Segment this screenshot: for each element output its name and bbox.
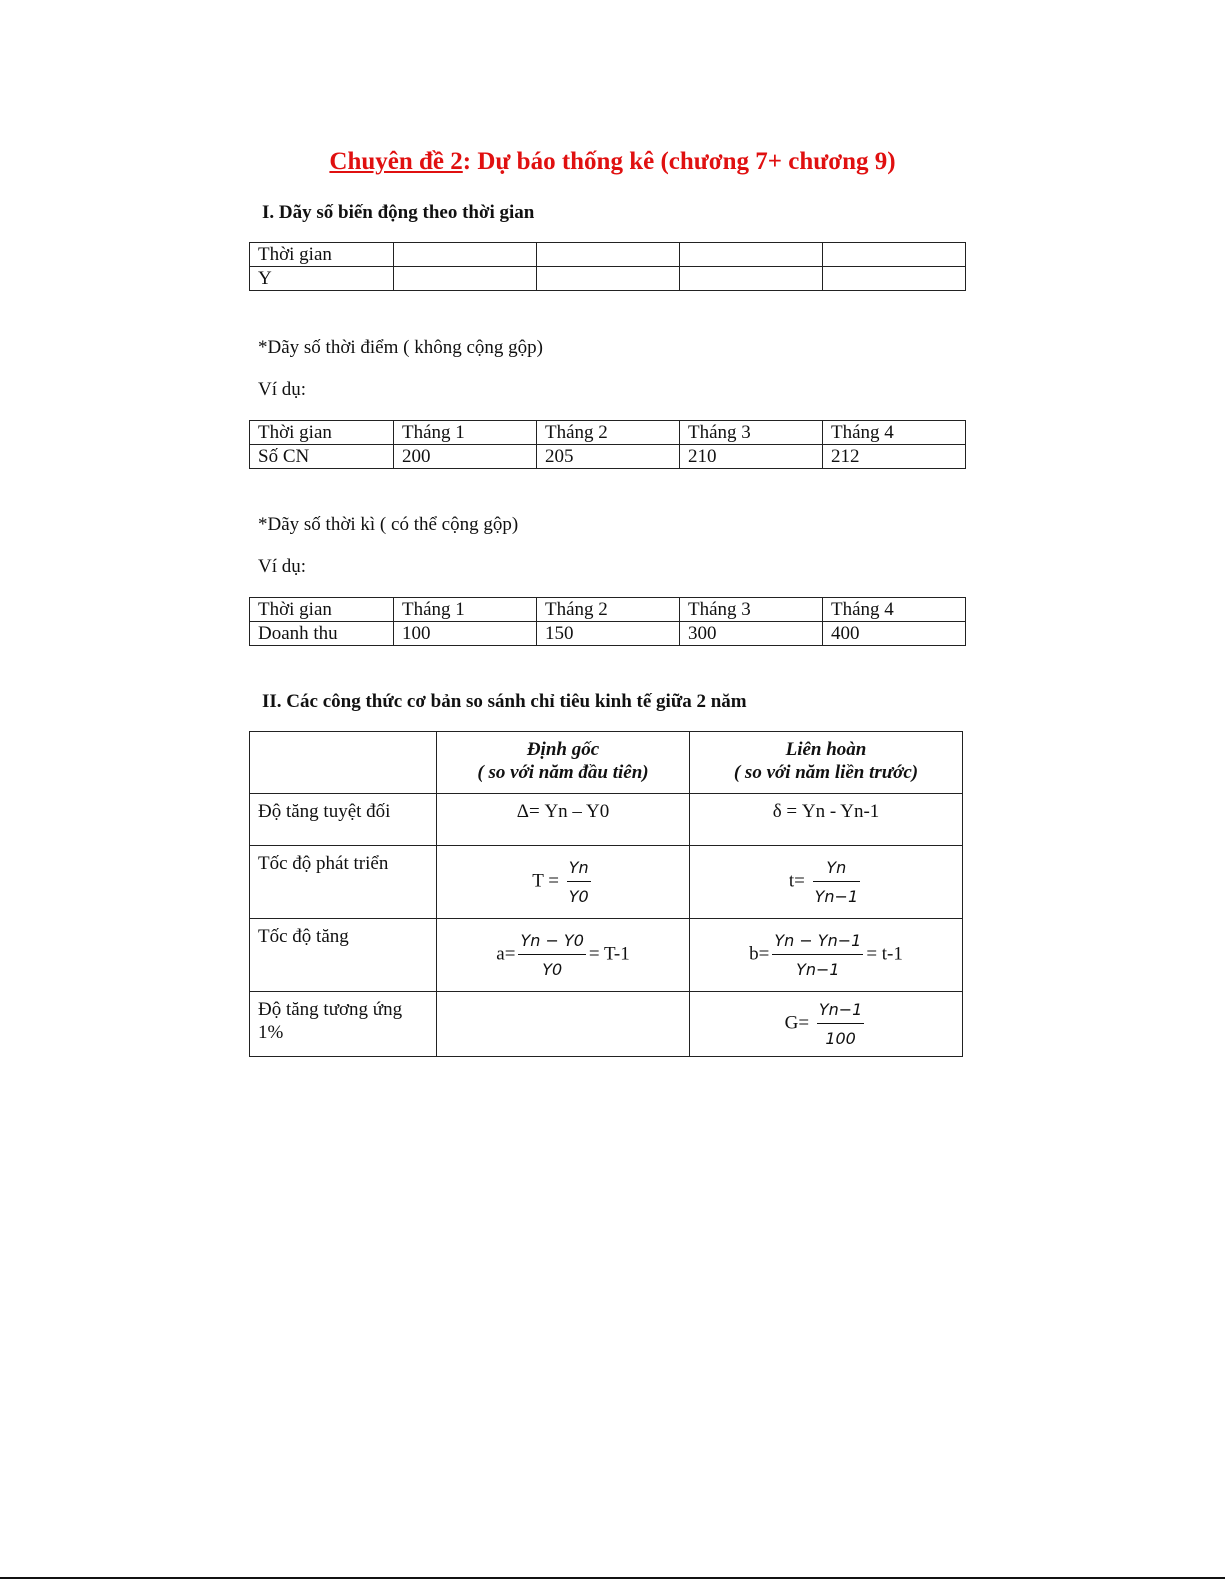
title-rest: : Dự báo thống kê (chương 7+ chương 9) [462,148,896,175]
formula-abs-base: Δ= Yn – Y0 [437,794,690,846]
header-chain-title: Liên hoàn [785,739,867,760]
series-table [249,242,966,291]
row-label: Tốc độ tăng [250,919,437,992]
section2-heading: II. Các công thức cơ bản so sánh chỉ tiêu kinh tế giữa 2 năm [262,691,747,712]
fraction [518,929,585,981]
denominator: Y0 [568,887,589,906]
formula-prefix: T = [532,870,560,892]
header-base-title: Định gốc [526,739,600,760]
table-cell: 210 [680,445,823,469]
numerator: Yn − Yn−1 [772,929,863,955]
row-label: Độ tăng tuyệt đối [250,794,437,846]
table-row [250,421,966,445]
table-cell: Tháng 4 [823,598,966,622]
formula-grow-base [437,919,690,992]
point-series-table [249,420,966,469]
denominator: 100 [825,1029,856,1048]
header-base [437,732,690,794]
table-cell: Số CN [250,445,394,469]
table-row [250,445,966,469]
fraction [813,856,861,908]
formula-prefix: t= [788,870,805,892]
table-cell: 100 [394,622,537,646]
table-cell: Y [250,267,394,291]
table-row [250,622,966,646]
point-series-example: Ví dụ: [258,379,307,400]
table-row [250,846,963,919]
formula-prefix: b= [749,943,770,965]
table-cell: 300 [680,622,823,646]
table-cell: Tháng 3 [680,421,823,445]
formula-prefix: G= [784,1012,810,1034]
formula-grow-chain [690,919,963,992]
table-cell: Tháng 1 [394,598,537,622]
formula-suffix: = t-1 [866,943,903,965]
denominator: Yn−1 [814,887,859,906]
table-cell [680,267,823,291]
table-cell: Tháng 1 [394,421,537,445]
table-row [250,267,966,291]
formula-dev-base [437,846,690,919]
point-series-label: *Dãy số thời điểm ( không cộng gộp) [258,337,543,358]
table-cell [394,243,537,267]
fraction [817,998,865,1050]
table-cell: 212 [823,445,966,469]
table-cell: Tháng 2 [537,598,680,622]
table-cell [394,267,537,291]
table-cell [537,243,680,267]
period-series-table [249,597,966,646]
period-series-label: *Dãy số thời kì ( có thể cộng gộp) [258,514,519,535]
period-series-example: Ví dụ: [258,556,307,577]
table-row [250,243,966,267]
table-cell: Tháng 3 [680,598,823,622]
fraction [567,856,591,908]
header-chain-sub: ( so với năm liền trước) [733,762,919,783]
page-bottom-border [0,1577,1225,1579]
header-base-sub: ( so với năm đầu tiên) [477,762,649,783]
table-cell: Tháng 2 [537,421,680,445]
table-cell [680,243,823,267]
table-cell: 400 [823,622,966,646]
table-row [250,598,966,622]
page-title [0,148,1225,176]
row-label: Tốc độ phát triển [250,846,437,919]
formula-abs-chain: δ = Yn - Yn-1 [690,794,963,846]
table-row [250,992,963,1057]
header-chain [690,732,963,794]
formula-prefix: a= [496,943,516,965]
numerator: Yn−1 [817,998,865,1024]
title-underlined: Chuyên đề 2 [329,148,463,175]
formula-table [249,731,963,1057]
formula-pct-chain [690,992,963,1057]
table-cell [437,992,690,1057]
denominator: Yn−1 [796,960,840,979]
table-cell: 205 [537,445,680,469]
table-cell: Thời gian [250,421,394,445]
table-cell [823,243,966,267]
row-label: Độ tăng tương ứng 1% [250,992,437,1057]
table-cell: Thời gian [250,598,394,622]
table-cell [823,267,966,291]
table-cell: 200 [394,445,537,469]
table-cell: Tháng 4 [823,421,966,445]
table-row [250,919,963,992]
formula-dev-chain [690,846,963,919]
table-cell: Doanh thu [250,622,394,646]
fraction [772,929,863,981]
denominator: Y0 [542,960,563,979]
table-row [250,794,963,846]
table-cell [250,732,437,794]
numerator: Yn − Y0 [518,929,585,955]
numerator: Yn [567,856,591,882]
numerator: Yn [813,856,861,882]
section1-heading: I. Dãy số biến động theo thời gian [262,202,535,223]
table-cell: Thời gian [250,243,394,267]
table-row [250,732,963,794]
table-cell [537,267,680,291]
formula-suffix: = T-1 [588,943,630,965]
table-cell: 150 [537,622,680,646]
